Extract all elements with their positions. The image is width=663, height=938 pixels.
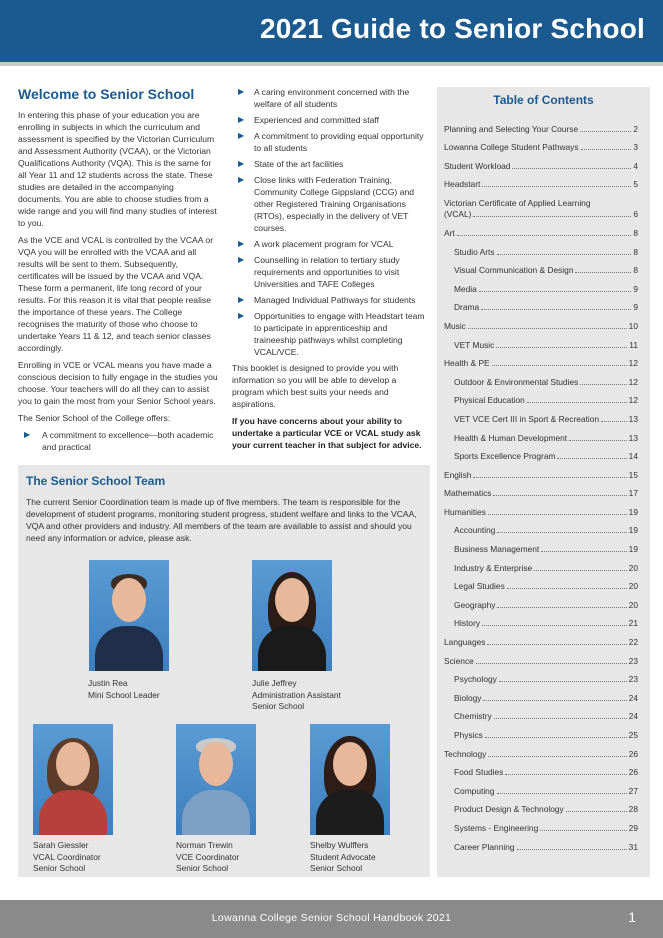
toc-entry[interactable]	[437, 312, 650, 331]
toc-leader-dots	[479, 291, 632, 292]
toc-entry-page: 24	[628, 692, 638, 703]
bullet-arrow-icon: ▶	[238, 87, 245, 96]
toc-entry-label: VET VCE Cert III in Sport & Recreation	[454, 413, 600, 424]
toc-entry[interactable]	[437, 591, 650, 610]
toc-leader-dots	[497, 793, 627, 794]
toc-leader-dots	[601, 421, 627, 422]
toc-entry-label: Industry & Enterprise	[454, 562, 533, 573]
caption-shelby-wulffers	[310, 840, 376, 875]
member-name: Shelby Wulffers	[310, 840, 369, 850]
caption-justin-rea	[88, 678, 160, 701]
list-item-text: A commitment to providing equal opportunity to all students	[254, 131, 424, 153]
toc-entry[interactable]	[437, 350, 650, 369]
team-intro: The current Senior Coordination team is made up of five members. The team is responsible for the development of student programs, monitoring student progress, student welfare and links to the VCAA, VQA and other providers and industry. All members of the team are available to assist and should you need any information or advice, please ask.	[26, 497, 417, 543]
toc-leader-dots	[473, 216, 631, 217]
toc-entry-label: Physical Education	[454, 395, 525, 406]
toc-leader-dots	[580, 131, 631, 132]
list-item	[232, 130, 428, 154]
toc-leader-dots	[517, 849, 627, 850]
toc-leader-dots	[497, 254, 632, 255]
toc-leader-dots	[557, 458, 626, 459]
toc-entry-label: VET Music	[454, 339, 495, 350]
bullet-arrow-icon: ▶	[238, 255, 245, 264]
welcome-paragraph-1: In entering this phase of your education you are enrolling in subjects in which the curriculum and assessment is specified by the Victorian Curriculum and Assessment Authority (VCAA), or the Victorian Qualifications Authority (VQA). This is the same for all Year 11 and 12 students across the state. These studies are detailed in the accompanying documents. You are able to choose studies from a wide range and you will find many studies of interest to you.	[18, 110, 217, 228]
toc-entry[interactable]	[437, 424, 650, 443]
toc-entry-label: Psychology	[454, 674, 497, 685]
toc-entry-page: 3	[633, 142, 638, 153]
footer-bar	[0, 900, 663, 938]
toc-entry[interactable]	[437, 740, 650, 759]
list-item-text: A caring environment concerned with the welfare of all students	[254, 87, 410, 109]
toc-entry-page: 8	[633, 246, 638, 257]
toc-leader-dots	[497, 607, 626, 608]
bullet-arrow-icon: ▶	[238, 115, 245, 124]
list-item-text: Opportunities to engage with Headstart team to participate in apprenticeship and traineeship pathways whilst completing VCAL/VCE.	[254, 311, 425, 357]
member-name: Justin Rea	[88, 678, 128, 688]
toc-entry-label: Victorian Certificate of Applied Learning	[444, 198, 591, 209]
toc-entry[interactable]	[437, 461, 650, 480]
toc-entry-page: 23	[628, 674, 638, 685]
toc-leader-dots	[457, 235, 632, 236]
member-name: Julie Jeffrey	[252, 678, 297, 688]
toc-entry-page: 23	[628, 655, 638, 666]
senior-school-team-panel	[18, 465, 430, 877]
list-item-text: State of the art facilities	[254, 159, 344, 169]
document-title: 2021 Guide to Senior School	[259, 13, 645, 44]
toc-entry[interactable]	[437, 275, 650, 294]
toc-entry-label: Humanities	[444, 506, 486, 517]
toc-entry-label: Headstart	[444, 179, 481, 190]
offers-list-left	[18, 429, 218, 453]
toc-entry[interactable]	[437, 189, 650, 219]
toc-entry-page: 19	[628, 506, 638, 517]
toc-leader-dots	[540, 830, 626, 831]
toc-entry-label: Outdoor & Environmental Studies	[454, 376, 579, 387]
toc-entry-page: 19	[628, 525, 638, 536]
welcome-paragraph-3: Enrolling in VCE or VCAL means you have made a conscious decision to fully engage in the studies you choose. Your teachers will do all they can to assist you to gain the most from your Senior School years.	[18, 360, 218, 406]
toc-leader-dots	[492, 365, 627, 366]
list-item	[232, 86, 428, 110]
toc-entry-page: 17	[628, 488, 638, 499]
toc-entry-label: Systems - Engineering	[454, 822, 539, 833]
toc-entry-label: Student Workload	[444, 160, 511, 171]
toc-entry-label: Health & Human Development	[454, 432, 568, 443]
toc-entry-page: 15	[628, 469, 638, 480]
member-name: Sarah Giessler	[33, 840, 89, 850]
toc-entry[interactable]	[437, 387, 650, 406]
toc-leader-dots	[481, 309, 631, 310]
toc-entry-label: Legal Studies	[454, 581, 505, 592]
toc-entry[interactable]	[437, 721, 650, 740]
page-number: 1	[628, 909, 636, 925]
toc-entry[interactable]	[437, 257, 650, 276]
toc-entry-page: 25	[628, 730, 638, 740]
bullet-arrow-icon: ▶	[238, 239, 245, 248]
toc-entry[interactable]	[437, 405, 650, 424]
photo-norman-trewin	[176, 724, 256, 835]
toc-entry-label: Health & PE	[444, 358, 490, 369]
toc-entry-label: Sports Excellence Program	[454, 451, 556, 462]
toc-entry[interactable]	[437, 610, 650, 629]
toc-entry-page: 26	[628, 748, 638, 759]
member-role: VCE Coordinator	[176, 851, 240, 862]
toc-entry-label: Geography	[454, 599, 496, 610]
welcome-paragraph-2: As the VCE and VCAL is controlled by the VCAA or VQA you will be enrolled with the VCAA and all results will be sent to them. Subsequently, certificates will be issued by the VCAA and VQA. These form a permanent, life long record of your results. For this reason it is vital that people realise the importance of these years. The College recognises the maturity of those who choose to undertake Years 11 & 12, and teach senior classes accordingly.	[18, 235, 214, 353]
toc-entry[interactable]	[437, 443, 650, 462]
toc-entry-page: 6	[633, 209, 638, 220]
list-item-text: Experienced and committed staff	[254, 115, 379, 125]
toc-leader-dots	[527, 402, 627, 403]
list-item-text: A work placement program for VCAL	[254, 239, 394, 249]
list-item	[232, 158, 428, 170]
closing-paragraph: This booklet is designed to provide you with information so you will be able to develop a program which best suits your needs and aspirations.	[232, 363, 399, 409]
bullet-arrow-icon: ▶	[238, 295, 245, 304]
toc-entry-label: Science	[444, 655, 474, 666]
toc-entry[interactable]	[437, 573, 650, 592]
offers-list-middle	[232, 86, 428, 358]
list-item	[232, 294, 428, 306]
bullet-arrow-icon: ▶	[238, 159, 245, 168]
toc-leader-dots	[485, 737, 627, 738]
toc-entry[interactable]	[437, 331, 650, 350]
toc-entry-page: 9	[633, 283, 638, 294]
toc-leader-dots	[482, 625, 627, 626]
toc-entry-label: Art	[444, 227, 455, 238]
toc-entry-label: Lowanna College Student Pathways	[444, 142, 579, 153]
toc-entry-label: Planning and Selecting Your Course	[444, 123, 579, 134]
toc-entry[interactable]	[437, 703, 650, 722]
list-item	[232, 254, 428, 290]
toc-leader-dots	[493, 495, 626, 496]
welcome-column-middle	[232, 86, 428, 451]
toc-leader-dots	[487, 644, 626, 645]
toc-leader-dots	[569, 440, 627, 441]
toc-entry-page: 22	[628, 637, 638, 648]
toc-entry-page: 11	[629, 339, 638, 350]
toc-entry[interactable]	[437, 134, 650, 153]
toc-entry-page: 4	[633, 160, 638, 171]
toc-entry[interactable]	[437, 759, 650, 778]
toc-entry-label: Studio Arts	[454, 246, 495, 257]
toc-entry-label: History	[454, 618, 481, 629]
toc-entry[interactable]	[437, 554, 650, 573]
welcome-paragraph-4: The Senior School of the College offers:	[18, 413, 171, 423]
photo-sarah-giessler	[33, 724, 113, 835]
toc-leader-dots	[505, 774, 626, 775]
toc-leader-dots	[468, 328, 627, 329]
list-item-text: A commitment to excellence—both academic and practical	[42, 430, 214, 452]
toc-entry-page: 5	[633, 179, 638, 190]
toc-entry-page: 26	[628, 767, 638, 778]
toc-leader-dots	[473, 477, 626, 478]
toc-entry-label: Media	[454, 283, 477, 294]
toc-entry[interactable]	[437, 171, 650, 190]
member-unit: Senior School	[252, 701, 305, 711]
toc-entry[interactable]	[437, 814, 650, 833]
toc-entry-label: Product Design & Technology	[454, 804, 564, 815]
member-role: Student Advocate	[310, 851, 376, 862]
toc-entry-page: 19	[628, 544, 638, 555]
toc-entry[interactable]	[437, 647, 650, 666]
toc-entry[interactable]	[437, 238, 650, 257]
advice-note: If you have concerns about your ability to undertake a particular VCE or VCAL study ask your current teacher in that subject for advice.	[232, 416, 422, 450]
toc-leader-dots	[541, 551, 626, 552]
toc-entry-page: 27	[628, 785, 638, 796]
toc-entry-page: 14	[628, 451, 638, 462]
list-item	[232, 238, 428, 250]
toc-entry-page: 13	[628, 413, 638, 424]
toc-entry-page: 9	[633, 302, 638, 313]
toc-leader-dots	[476, 663, 627, 664]
footer-text: Lowanna College Senior School Handbook 2021	[211, 912, 452, 924]
toc-entry-label: Computing	[454, 785, 495, 796]
toc-entry-page: 13	[628, 432, 638, 443]
toc-entry-page: 8	[633, 265, 638, 276]
toc-entry-page: 20	[628, 581, 638, 592]
member-unit: Senior School	[33, 863, 86, 873]
list-item-text: Close links with Federation Training, Community College Gippsland (CCG) and other Registered Training Organisations (RTOs), especially in the delivery of VET courses.	[254, 175, 415, 233]
toc-entry-label: Music	[444, 320, 466, 331]
toc-list	[437, 115, 650, 852]
toc-title: Table of Contents	[493, 93, 594, 107]
member-name: Norman Trewin	[176, 840, 233, 850]
list-item-text: Counselling in relation to tertiary study requirements and opportunities to visit Universities and TAFE Colleges	[254, 255, 400, 289]
welcome-heading: Welcome to Senior School	[18, 86, 195, 102]
bullet-arrow-icon: ▶	[238, 311, 245, 320]
toc-entry-page: 24	[628, 711, 638, 722]
toc-entry-label: Accounting	[454, 525, 496, 536]
bullet-arrow-icon: ▶	[238, 175, 245, 184]
toc-entry[interactable]	[437, 219, 650, 238]
toc-entry-label-continued: (VCAL)	[444, 209, 472, 220]
header-bar	[0, 0, 663, 62]
toc-entry-label: Languages	[444, 637, 486, 648]
member-role: Mini School Leader	[88, 689, 160, 700]
member-role: VCAL Coordinator	[33, 851, 101, 862]
toc-entry-label: Chemistry	[454, 711, 492, 722]
toc-entry[interactable]	[437, 498, 650, 517]
toc-entry[interactable]	[437, 777, 650, 796]
toc-entry[interactable]	[437, 294, 650, 313]
toc-leader-dots	[497, 532, 626, 533]
photo-julie-jeffrey	[252, 560, 332, 671]
toc-leader-dots	[494, 718, 627, 719]
toc-entry-page: 20	[628, 599, 638, 610]
toc-entry-page: 20	[628, 562, 638, 573]
toc-entry-label: Business Management	[454, 544, 540, 555]
team-heading: The Senior School Team	[26, 474, 166, 488]
toc-leader-dots	[512, 168, 631, 169]
toc-leader-dots	[496, 347, 627, 348]
toc-entry-label: Food Studies	[454, 767, 504, 778]
toc-entry[interactable]	[437, 115, 650, 134]
member-unit: Senior School	[176, 863, 229, 873]
caption-sarah-giessler	[33, 840, 101, 875]
toc-entry-label: Career Planning	[454, 841, 515, 852]
photo-shelby-wulffers	[310, 724, 390, 835]
list-item	[232, 114, 428, 126]
toc-entry[interactable]	[437, 535, 650, 554]
list-item	[18, 429, 218, 453]
toc-entry-label: Physics	[454, 730, 483, 740]
toc-entry-label: Technology	[444, 748, 487, 759]
toc-entry-label: Mathematics	[444, 488, 492, 499]
toc-entry-page: 29	[628, 822, 638, 833]
bullet-arrow-icon: ▶	[24, 430, 31, 439]
caption-norman-trewin	[176, 840, 239, 875]
header-divider	[0, 62, 663, 66]
toc-leader-dots	[575, 272, 631, 273]
photo-justin-rea	[89, 560, 169, 671]
toc-leader-dots	[488, 756, 626, 757]
toc-entry[interactable]	[437, 152, 650, 171]
toc-entry[interactable]	[437, 517, 650, 536]
list-item	[232, 310, 428, 358]
member-unit: Senior School	[310, 863, 363, 873]
toc-entry[interactable]	[437, 480, 650, 499]
toc-entry-page: 21	[628, 618, 638, 629]
table-of-contents	[437, 87, 650, 877]
toc-leader-dots	[499, 681, 627, 682]
toc-leader-dots	[483, 700, 626, 701]
welcome-column-left	[18, 86, 218, 457]
toc-entry-page: 8	[633, 227, 638, 238]
toc-entry-label: English	[444, 469, 472, 480]
toc-leader-dots	[482, 186, 631, 187]
toc-entry-page: 31	[628, 841, 638, 852]
toc-entry-page: 2	[633, 123, 638, 134]
toc-leader-dots	[534, 570, 626, 571]
list-item	[232, 174, 428, 234]
toc-entry-page: 10	[628, 320, 638, 331]
toc-entry[interactable]	[437, 666, 650, 685]
toc-leader-dots	[488, 514, 627, 515]
toc-leader-dots	[566, 811, 627, 812]
toc-entry-label: Visual Communication & Design	[454, 265, 574, 276]
toc-leader-dots	[581, 149, 632, 150]
toc-entry[interactable]	[437, 628, 650, 647]
toc-entry[interactable]	[437, 684, 650, 703]
caption-julie-jeffrey	[252, 678, 341, 713]
member-role: Administration Assistant	[252, 689, 341, 700]
toc-entry[interactable]	[437, 368, 650, 387]
toc-leader-dots	[580, 384, 626, 385]
toc-entry-label: Drama	[454, 302, 480, 313]
toc-leader-dots	[507, 588, 627, 589]
toc-entry[interactable]	[437, 796, 650, 815]
bullet-arrow-icon: ▶	[238, 131, 245, 140]
toc-entry-page: 12	[628, 358, 638, 369]
toc-entry[interactable]	[437, 833, 650, 852]
list-item-text: Managed Individual Pathways for students	[254, 295, 416, 305]
toc-entry-page: 28	[628, 804, 638, 815]
toc-entry-page: 12	[628, 376, 638, 387]
toc-entry-page: 12	[628, 395, 638, 406]
toc-entry-label: Biology	[454, 692, 482, 703]
